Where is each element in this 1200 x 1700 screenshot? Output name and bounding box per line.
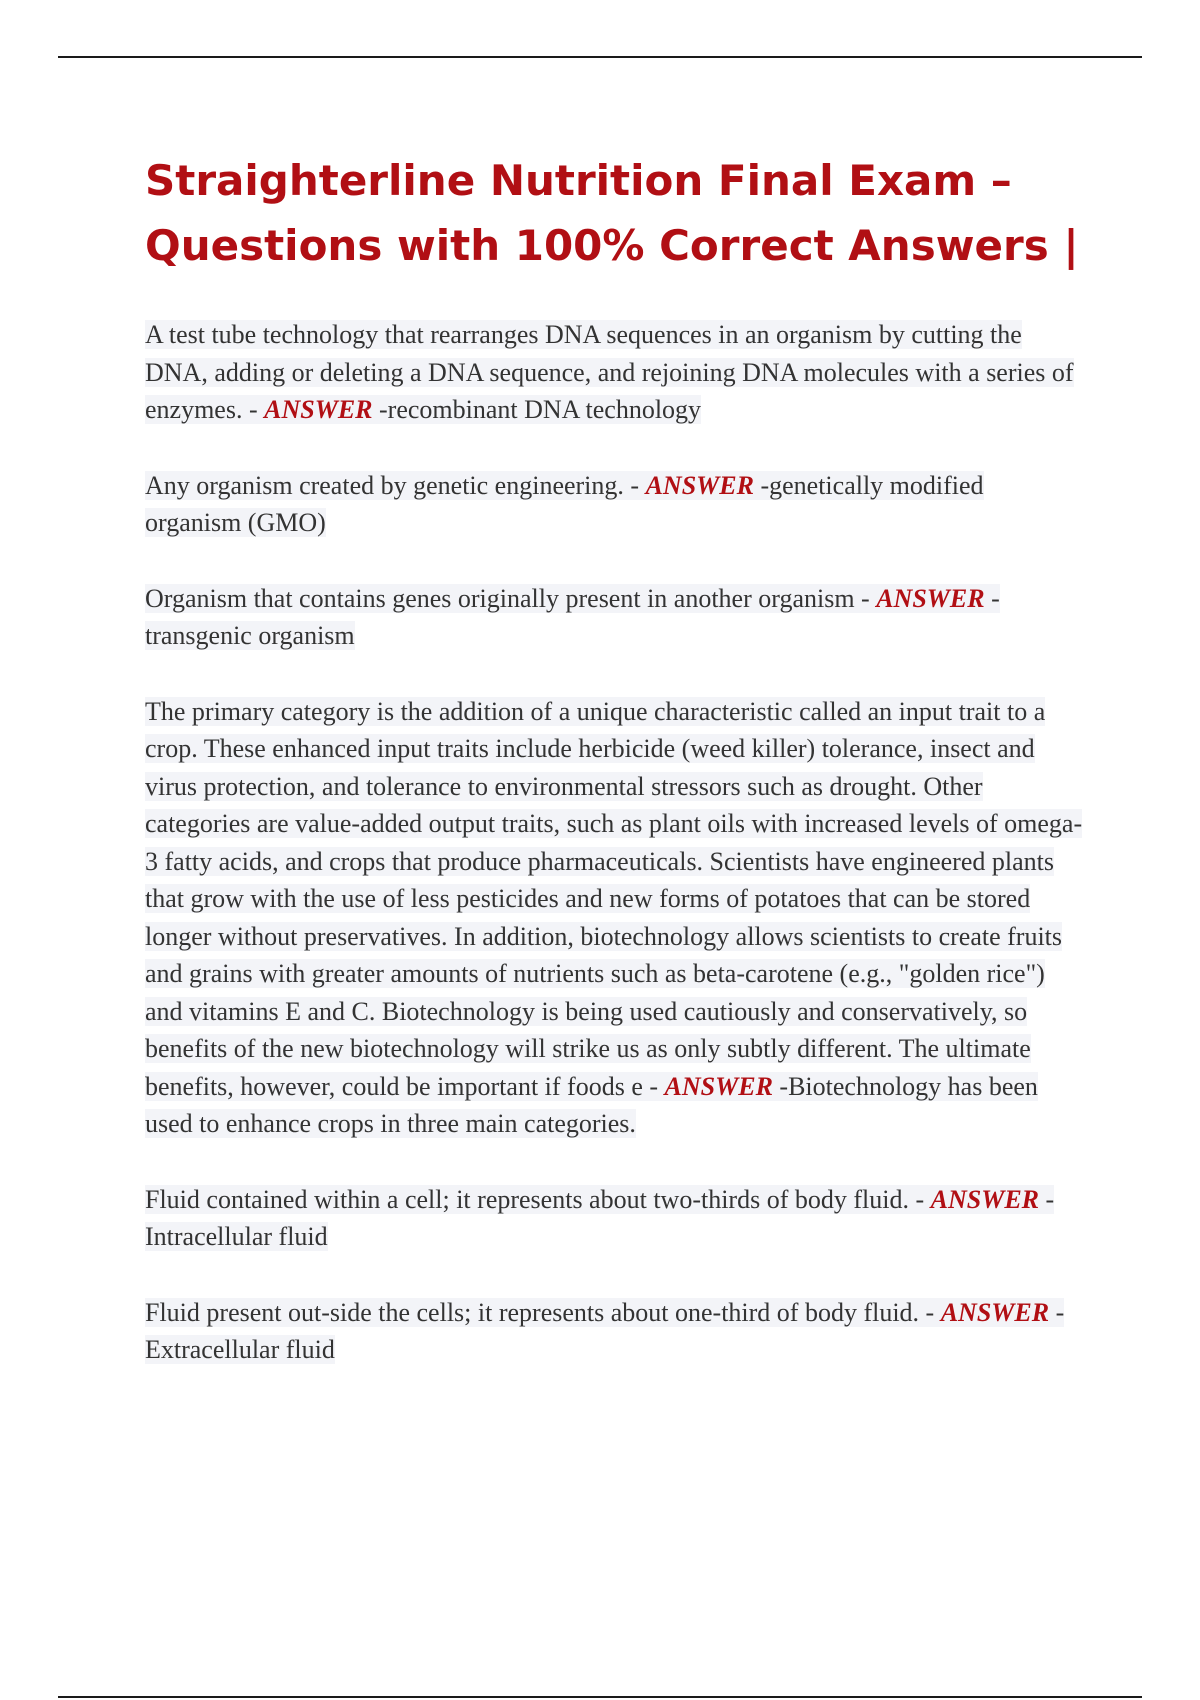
answer-text: -Biotechnology has been used to enhance crops in three main categories. (145, 1071, 1038, 1138)
question-text: Fluid present out-side the cells; it represents about one-third of body fluid. - (145, 1297, 941, 1327)
answer-text: -transgenic organism (145, 583, 1000, 650)
qa-item-3 (145, 580, 1085, 655)
qa-item-6 (145, 1294, 1085, 1369)
answer-label: ANSWER (664, 1071, 773, 1101)
answer-text: -Extracellular fluid (145, 1297, 1065, 1364)
question-text: Fluid contained within a cell; it represents about two-thirds of body fluid. - (145, 1184, 931, 1214)
answer-label: ANSWER (930, 1184, 1040, 1214)
answer-text: -Intracellular fluid (145, 1184, 1055, 1251)
question-text: A test tube technology that rearranges DNA sequences in an organism by cutting the DNA, adding or deleting a DNA sequence, and rejoining DNA molecules with a series of enzymes. - (145, 320, 1074, 424)
qa-item-2 (145, 467, 1085, 542)
qa-item-4 (145, 693, 1085, 1143)
document-body (145, 148, 1085, 1407)
title-line-2: Questions with 100% Correct Answers | (145, 221, 1079, 270)
answer-text: -recombinant DNA technology (379, 395, 702, 424)
bottom-rule (58, 1696, 1142, 1698)
answer-label: ANSWER (876, 583, 985, 613)
answer-label: ANSWER (645, 470, 754, 500)
question-text: Organism that contains genes originally present in another organism - (145, 583, 877, 613)
answer-label: ANSWER (264, 395, 373, 424)
document-title (145, 148, 1085, 278)
question-text: Any organism created by genetic engineering. - (145, 470, 646, 500)
answer-label: ANSWER (940, 1297, 1050, 1327)
answer-text: -genetically modified organism (GMO) (145, 470, 984, 537)
top-rule (58, 56, 1142, 58)
question-text: The primary category is the addition of a unique characteristic called an input trait to a crop. These enhanced input traits include herbicide (weed killer) tolerance, insect and virus protection, and tolerance to environmental stressors such as drought. Other categories are value-added output traits, such as plant oils with increased levels of omega-3 fatty acids, and crops that produce pharmaceuticals. Scientists have engineered plants that grow with the use of less pesticides and new forms of potatoes that can be stored longer without preservatives. In addition, biotechnology allows scientists to create fruits and grains with greater amounts of nutrients such as beta-carotene (e.g., "golden rice") and vitamins E and C. Biotechnology is being used cautiously and conservatively, so benefits of the new biotechnology will strike us as only subtly different. The ultimate benefits, however, could be important if foods e - (145, 696, 1083, 1101)
qa-item-1 (145, 316, 1085, 429)
title-line-1: Straighterline Nutrition Final Exam – (145, 156, 1012, 205)
qa-item-5 (145, 1181, 1085, 1256)
